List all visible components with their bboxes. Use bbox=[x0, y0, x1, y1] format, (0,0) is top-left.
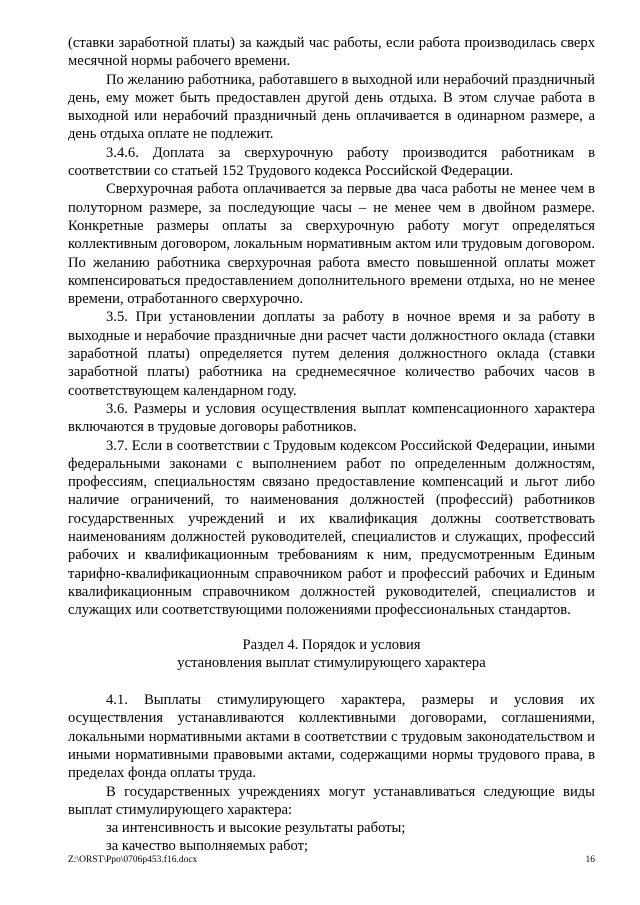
document-body bbox=[68, 34, 595, 856]
list-item: за качество выполняемых работ; bbox=[106, 838, 309, 855]
paragraph-continuation: (ставки заработной платы) за каждый час работы, если работа производилась сверх месячной нормы рабочего времени. bbox=[68, 35, 595, 70]
paragraph-day-off-option: По желанию работника, работавшего в выходной или нерабочий праздничный день, ему может быть предоставлен другой день отдыха. В этом случае работа в выходной или нерабочий праздничный день оплачивается в одинарном размере, а день отдыха оплате не подлежит. bbox=[68, 71, 595, 143]
file-path: Z:\ORST\Ppo\0706p453.f16.docx bbox=[68, 855, 198, 865]
paragraph-3-7: 3.7. Если в соответствии с Трудовым кодексом Российской Федерации, иными федеральными законами с выполнением работ по определенным должностям, профессиям, специальностям связано предоставление компенсаций и льгот либо наличие ограничений, то наименования должностей (профессий) работников государственных учреждений и их квалификация должны соответствовать наименованиям должностей руководителей, специалистов и служащих, профессий рабочих и квалификационным требованиям к ним, предусмотренным Единым тарифно-квалификационным справочником работ и профессий рабочих и Единым квалификационным справочником должностей руководителей, специалистов и служащих или соответствующими положениями профессиональных стандартов. bbox=[68, 437, 595, 619]
spacer bbox=[68, 672, 595, 691]
list-item: за интенсивность и высокие результаты работы; bbox=[106, 820, 406, 837]
section-heading bbox=[68, 636, 595, 673]
paragraph-overtime-pay: Сверхурочная работа оплачивается за первые два часа работы не менее чем в полуторном размере, за последующие часы – не менее чем в двойном размере. Конкретные размеры оплаты за сверхурочную работу могут определяться коллективным договором, локальным нормативным актом или трудовым договором. По желанию работника сверхурочная работа вместо повышенной оплаты может компенсироваться предоставлением дополнительного времени отдыха, но не менее времени, отработанного сверхурочно. bbox=[68, 181, 595, 308]
paragraph-3-5: 3.5. При установлении доплаты за работу в ночное время и за работу в выходные и нерабочие праздничные дни расчет части должностного оклада (ставки заработной платы) определяется путем деления должностного оклада (ставки заработной платы) работника на среднемесячное количество рабочих часов в соответствующем календарном году. bbox=[68, 309, 595, 399]
paragraph-3-4-6: 3.4.6. Доплата за сверхурочную работу производится работникам в соответствии со статьей 152 Трудового кодекса Российской Федерации. bbox=[68, 144, 595, 180]
section-heading-line1: Раздел 4. Порядок и условия bbox=[242, 636, 421, 653]
paragraph-payment-types: В государственных учреждениях могут устанавливаться следующие виды выплат стимулирующего характера: bbox=[68, 783, 595, 818]
page-number: 16 bbox=[585, 855, 595, 865]
paragraph-3-6: 3.6. Размеры и условия осуществления выплат компенсационного характера включаются в трудовые договоры работников. bbox=[68, 400, 595, 436]
section-heading-line2: установления выплат стимулирующего характера bbox=[177, 654, 486, 671]
paragraph-4-1: 4.1. Выплаты стимулирующего характера, размеры и условия их осуществления устанавливаются коллективными договорами, соглашениями, локальными нормативными актами в соответствии с трудовым законодательством и иными нормативными правовыми актами, содержащими нормы трудового права, в пределах фонда оплаты труда. bbox=[68, 692, 595, 782]
